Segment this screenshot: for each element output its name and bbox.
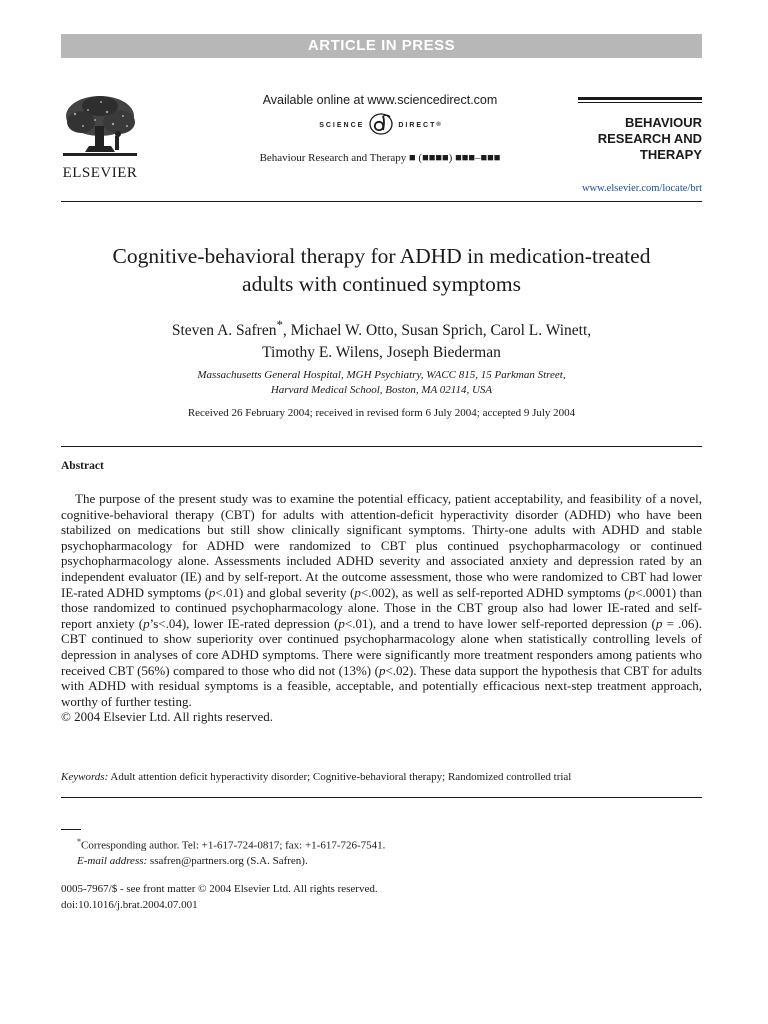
p-value-symbol: p	[628, 584, 636, 600]
keywords	[61, 771, 702, 783]
sciencedirect-left-text: SCIENCE	[319, 121, 365, 129]
abstract-text: <.02). These data support the hypothesis that CBT for adults with ADHD with residual symptoms is a feasible, acceptable, and potentially efficacious next-step treatment approach, worthy of further testing.	[61, 662, 702, 709]
abstract-bottom-rule	[61, 797, 702, 798]
abstract-text: <.01), and a trend to have lower self-reported depression (	[344, 615, 656, 631]
article-title-line1: Cognitive-behavioral therapy for ADHD in medication-treated	[112, 244, 651, 268]
abstract-text: The purpose of the present study was to examine the potential efficacy, patient acceptability, and feasibility of a novel, cognitive-behavioral therapy (CBT) for adults with attention-deficit hyperactivity disorder (ADHD) who have been stabilized on medications but still show clinically significant symptoms. Thirty-one adults with ADHD and stable psychopharmacology for ADHD were randomized to CBT plus continued psychopharmacology or continued psychopharmacology alone. Assessments included ADHD severity and associated anxiety and depression rated by an independent evaluator (IE) and by self-report. At the outcome assessment, those who were randomized to CBT had lower IE-rated ADHD symptoms (	[61, 491, 702, 600]
sciencedirect-logo	[200, 113, 560, 137]
issn-line: 0005-7967/$ - see front matter © 2004 Elsevier Ltd. All rights reserved.	[61, 883, 378, 895]
abstract-text: <.002), as well as self-reported ADHD symptoms (	[360, 584, 629, 600]
abstract-text: ’s<.04), lower IE-rated depression (	[149, 615, 339, 631]
front-matter	[61, 882, 702, 913]
affiliation	[61, 368, 702, 398]
journal-logo-rule-thick	[578, 97, 702, 100]
abstract-copyright: © 2004 Elsevier Ltd. All rights reserved.	[61, 709, 274, 725]
affiliation-line1: Massachusetts General Hospital, MGH Psychiatry, WACC 815, 15 Parkman Street,	[197, 369, 566, 381]
author-first: Steven A. Safren	[171, 322, 277, 340]
p-value-symbol: p	[208, 584, 216, 600]
footnote-contact: Corresponding author. Tel: +1-617-724-0817; fax: +1-617-726-7541.	[81, 839, 386, 852]
journal-logo-rule-thin	[578, 102, 702, 103]
corresponding-author-mark[interactable]: *	[276, 317, 283, 332]
article-title-line2: adults with continued symptoms	[242, 272, 521, 296]
keywords-label: Keywords:	[61, 771, 109, 783]
journal-citation: Behaviour Research and Therapy ■ (■■■■) ■■■–■■■	[259, 152, 501, 164]
footnote-star: *	[77, 837, 81, 846]
article-history: Received 26 February 2004; received in revised form 6 July 2004; accepted 9 July 2004	[187, 407, 576, 419]
p-value-symbol: p	[354, 584, 361, 600]
header-divider	[61, 201, 702, 202]
sciencedirect-d-icon	[368, 112, 394, 138]
journal-logo	[578, 97, 702, 163]
journal-header	[200, 93, 560, 164]
journal-logo-line1: BEHAVIOUR	[624, 115, 702, 130]
article-title	[61, 242, 702, 298]
journal-logo-line3: THERAPY	[639, 147, 702, 162]
registered-mark: ®	[436, 122, 441, 128]
article-in-press-banner: ARTICLE IN PRESS	[61, 34, 702, 58]
abstract-text: <.01) and global severity (	[215, 584, 355, 600]
journal-logo-line2: RESEARCH AND	[597, 131, 702, 146]
abstract-text: <.0001) than those randomized to continued psychopharmacology alone. Those in the CBT group also had lower IE-rated and self-report anxiety (	[61, 584, 702, 631]
abstract-heading: Abstract	[61, 460, 104, 472]
abstract-top-rule	[61, 446, 702, 447]
footnote-rule	[61, 829, 81, 830]
publisher-name: ELSEVIER	[62, 165, 138, 181]
email-label: E-mail address:	[77, 855, 148, 868]
email-address-link[interactable]: ssafren@partners.org (S.A. Safren).	[147, 855, 308, 868]
author-list	[61, 314, 702, 364]
p-value-symbol: p	[655, 615, 663, 631]
abstract-text: = .06). CBT continued to show superiority over continued psychopharmacology alone when statistically controlling levels of depression in analyses of core ADHD symptoms. There were significantly more treatment responders among patients who received CBT (56%) compared to those who did not (13%) (	[61, 615, 702, 678]
p-value-symbol: p	[338, 615, 345, 631]
p-value-symbol: p	[143, 615, 150, 631]
available-online-text: Available online at www.sciencedirect.com	[262, 93, 498, 107]
doi-link[interactable]: doi:10.1016/j.brat.2004.07.001	[61, 898, 198, 911]
keywords-text: Adult attention deficit hyperactivity disorder; Cognitive-behavioral therapy; Randomized controlled trial	[108, 771, 572, 783]
abstract-body	[61, 491, 702, 725]
corresponding-author-footnote	[77, 834, 697, 870]
author-list-line2: Timothy E. Wilens, Joseph Biederman	[262, 344, 501, 362]
journal-url-link[interactable]: www.elsevier.com/locate/brt	[581, 183, 702, 194]
sciencedirect-right-text: DIRECT	[398, 121, 437, 129]
affiliation-line2: Harvard Medical School, Boston, MA 02114, USA	[270, 384, 493, 396]
journal-logo-title	[578, 115, 702, 163]
p-value-symbol: p	[378, 662, 386, 678]
author-list-line1: , Michael W. Otto, Susan Sprich, Carol L. Winett,	[282, 322, 592, 340]
